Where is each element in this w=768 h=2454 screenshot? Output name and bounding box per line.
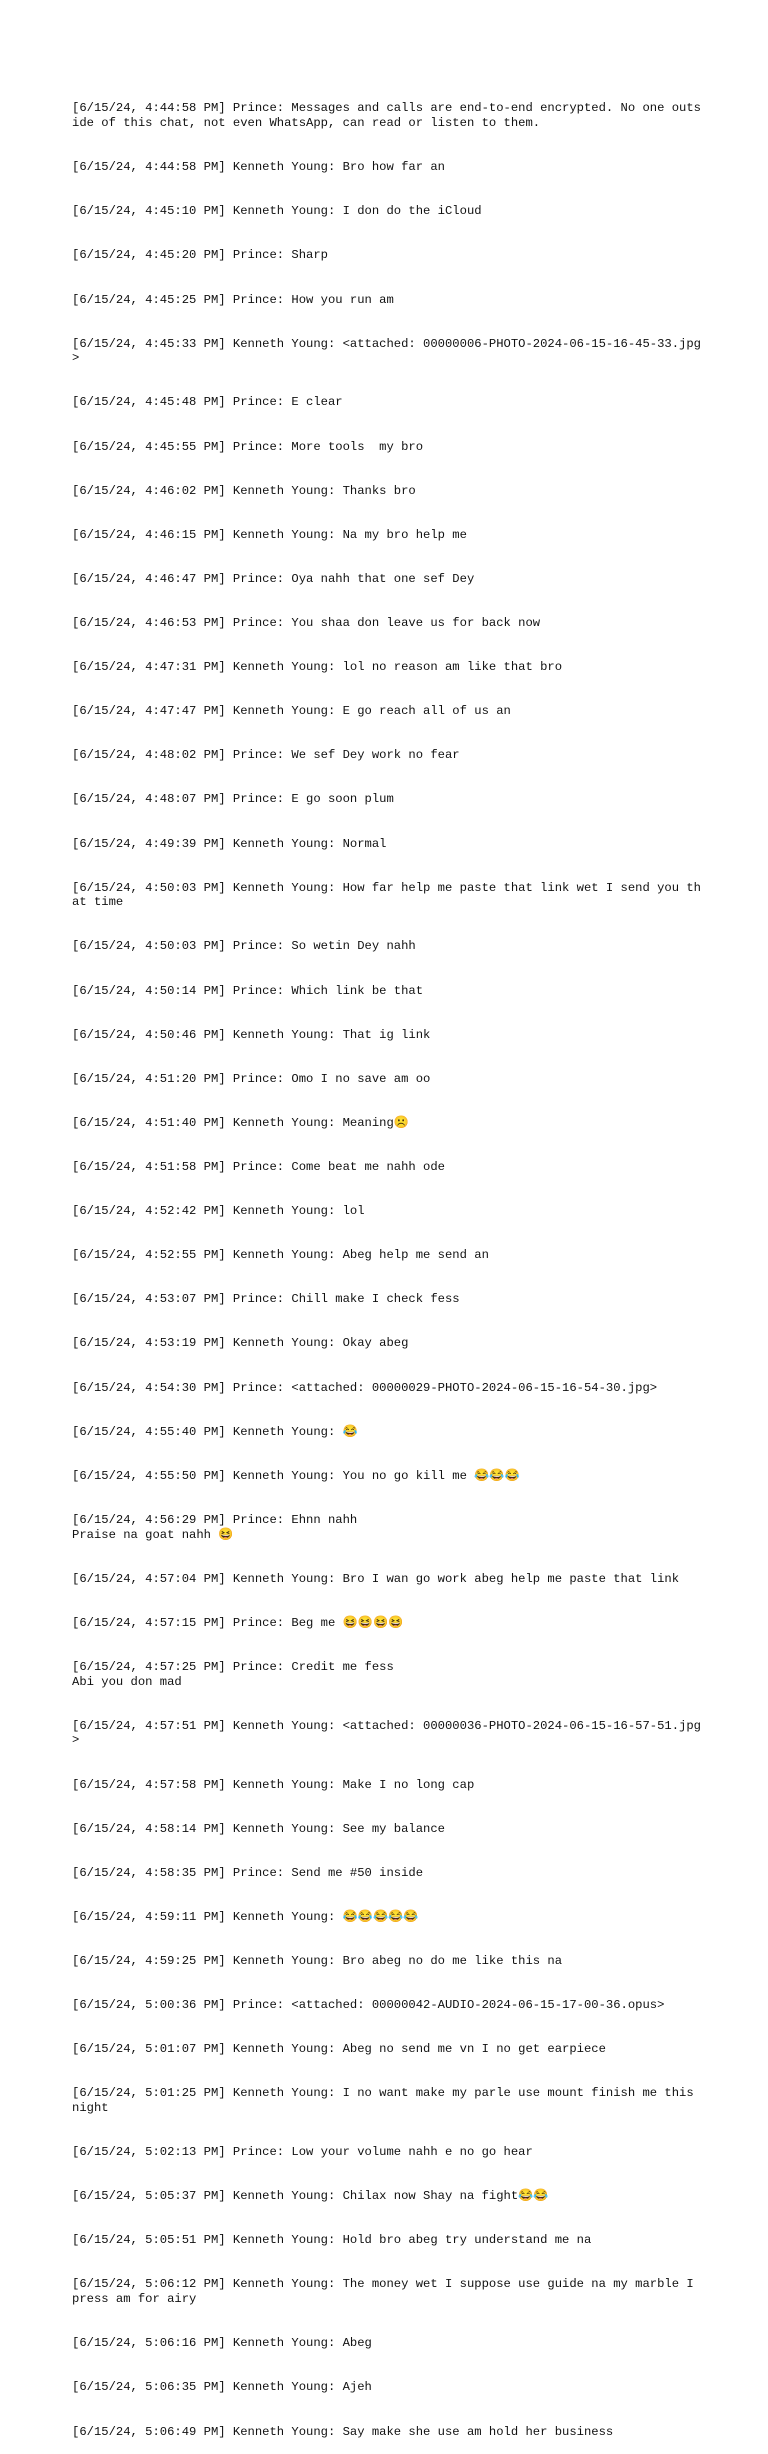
chat-line: [6/15/24, 4:52:55 PM] Kenneth Young: Abeg help me send an [72, 1248, 489, 1263]
chat-line: [6/15/24, 4:58:14 PM] Kenneth Young: See my balance [72, 1821, 445, 1836]
chat-line: [6/15/24, 4:44:58 PM] Kenneth Young: Bro how far an [72, 160, 445, 175]
chat-line: [6/15/24, 4:46:15 PM] Kenneth Young: Na my bro help me [72, 527, 467, 542]
chat-line: [6/15/24, 4:45:55 PM] Prince: More tools my bro [72, 439, 424, 454]
chat-line: [6/15/24, 5:06:12 PM] Kenneth Young: The money wet I suppose use guide na my marble I press am for airy [72, 2277, 701, 2307]
chat-line: [6/15/24, 4:57:04 PM] Kenneth Young: Bro I wan go work abeg help me paste that link [72, 1571, 680, 1586]
chat-line: [6/15/24, 4:57:51 PM] Kenneth Young: <attached: 00000036-PHOTO-2024-06-15-16-57-51.jpg> [72, 1718, 701, 1748]
chat-line: [6/15/24, 4:51:40 PM] Kenneth Young: Meaning☹️ [72, 1115, 409, 1130]
chat-line: [6/15/24, 4:45:33 PM] Kenneth Young: <attached: 00000006-PHOTO-2024-06-15-16-45-33.jpg> [72, 336, 701, 366]
chat-line: [6/15/24, 4:44:58 PM] Prince: Messages and calls are end-to-end encrypted. No one outside of this chat, not even WhatsApp, can read or listen to them. [72, 101, 701, 131]
chat-line: [6/15/24, 4:50:14 PM] Prince: Which link be that [72, 983, 424, 998]
chat-line: [6/15/24, 5:01:25 PM] Kenneth Young: I no want make my parle use mount finish me this night [72, 2086, 701, 2116]
chat-line: [6/15/24, 4:45:10 PM] Kenneth Young: I don do the iCloud [72, 204, 482, 219]
chat-line: [6/15/24, 4:45:25 PM] Prince: How you run am [72, 292, 394, 307]
chat-line: [6/15/24, 5:02:13 PM] Prince: Low your volume nahh e no go hear [72, 2145, 533, 2160]
chat-line: [6/15/24, 4:51:20 PM] Prince: Omo I no save am oo [72, 1071, 431, 1086]
chat-line: [6/15/24, 4:50:03 PM] Prince: So wetin Dey nahh [72, 939, 416, 954]
chat-transcript [72, 72, 702, 2454]
chat-line: [6/15/24, 4:50:03 PM] Kenneth Young: How far help me paste that link wet I send you that time [72, 880, 701, 910]
chat-line: [6/15/24, 4:47:47 PM] Kenneth Young: E go reach all of us an [72, 704, 511, 719]
chat-line: [6/15/24, 4:46:53 PM] Prince: You shaa don leave us for back now [72, 616, 541, 631]
chat-line: [6/15/24, 4:57:58 PM] Kenneth Young: Make I no long cap [72, 1777, 475, 1792]
chat-line: [6/15/24, 4:57:15 PM] Prince: Beg me 😆😆😆😆 [72, 1615, 404, 1630]
chat-line: [6/15/24, 4:47:31 PM] Kenneth Young: lol no reason am like that bro [72, 660, 563, 675]
chat-line: [6/15/24, 4:54:30 PM] Prince: <attached: 00000029-PHOTO-2024-06-15-16-54-30.jpg> [72, 1380, 658, 1395]
chat-line: [6/15/24, 4:51:58 PM] Prince: Come beat me nahh ode [72, 1160, 445, 1175]
chat-line: [6/15/24, 4:45:20 PM] Prince: Sharp [72, 248, 328, 263]
chat-line: [6/15/24, 4:56:29 PM] Prince: Ehnn nahh Praise na goat nahh 😆 [72, 1512, 358, 1542]
chat-line: [6/15/24, 5:05:37 PM] Kenneth Young: Chilax now Shay na fight😂😂 [72, 2189, 549, 2204]
chat-line: [6/15/24, 5:06:16 PM] Kenneth Young: Abeg [72, 2336, 372, 2351]
chat-line: [6/15/24, 5:06:49 PM] Kenneth Young: Say make she use am hold her business [72, 2424, 614, 2439]
chat-line: [6/15/24, 4:48:02 PM] Prince: We sef Dey work no fear [72, 748, 460, 763]
chat-line: [6/15/24, 4:46:47 PM] Prince: Oya nahh that one sef Dey [72, 571, 475, 586]
chat-line: [6/15/24, 4:50:46 PM] Kenneth Young: That ig link [72, 1027, 431, 1042]
chat-line: [6/15/24, 4:52:42 PM] Kenneth Young: lol [72, 1204, 365, 1219]
chat-line: [6/15/24, 4:46:02 PM] Kenneth Young: Thanks bro [72, 483, 416, 498]
chat-line: [6/15/24, 4:57:25 PM] Prince: Credit me fess Abi you don mad [72, 1659, 394, 1689]
chat-line: [6/15/24, 4:53:19 PM] Kenneth Young: Okay abeg [72, 1336, 409, 1351]
chat-line: [6/15/24, 4:53:07 PM] Prince: Chill make I check fess [72, 1292, 460, 1307]
chat-line: [6/15/24, 4:55:50 PM] Kenneth Young: You no go kill me 😂😂😂 [72, 1468, 520, 1483]
chat-line: [6/15/24, 4:45:48 PM] Prince: E clear [72, 395, 343, 410]
chat-line: [6/15/24, 4:59:11 PM] Kenneth Young: 😂😂😂😂😂 [72, 1909, 419, 1924]
chat-line: [6/15/24, 4:58:35 PM] Prince: Send me #50 inside [72, 1865, 424, 1880]
chat-line: [6/15/24, 5:06:35 PM] Kenneth Young: Ajeh [72, 2380, 372, 2395]
chat-line: [6/15/24, 4:55:40 PM] Kenneth Young: 😂 [72, 1424, 358, 1439]
chat-line: [6/15/24, 4:49:39 PM] Kenneth Young: Normal [72, 836, 387, 851]
chat-line: [6/15/24, 5:01:07 PM] Kenneth Young: Abeg no send me vn I no get earpiece [72, 2042, 606, 2057]
chat-line: [6/15/24, 5:05:51 PM] Kenneth Young: Hold bro abeg try understand me na [72, 2233, 592, 2248]
chat-line: [6/15/24, 4:48:07 PM] Prince: E go soon plum [72, 792, 394, 807]
chat-line: [6/15/24, 4:59:25 PM] Kenneth Young: Bro abeg no do me like this na [72, 1954, 563, 1968]
chat-line: [6/15/24, 5:00:36 PM] Prince: <attached: 00000042-AUDIO-2024-06-15-17-00-36.opus> [72, 1998, 665, 2013]
